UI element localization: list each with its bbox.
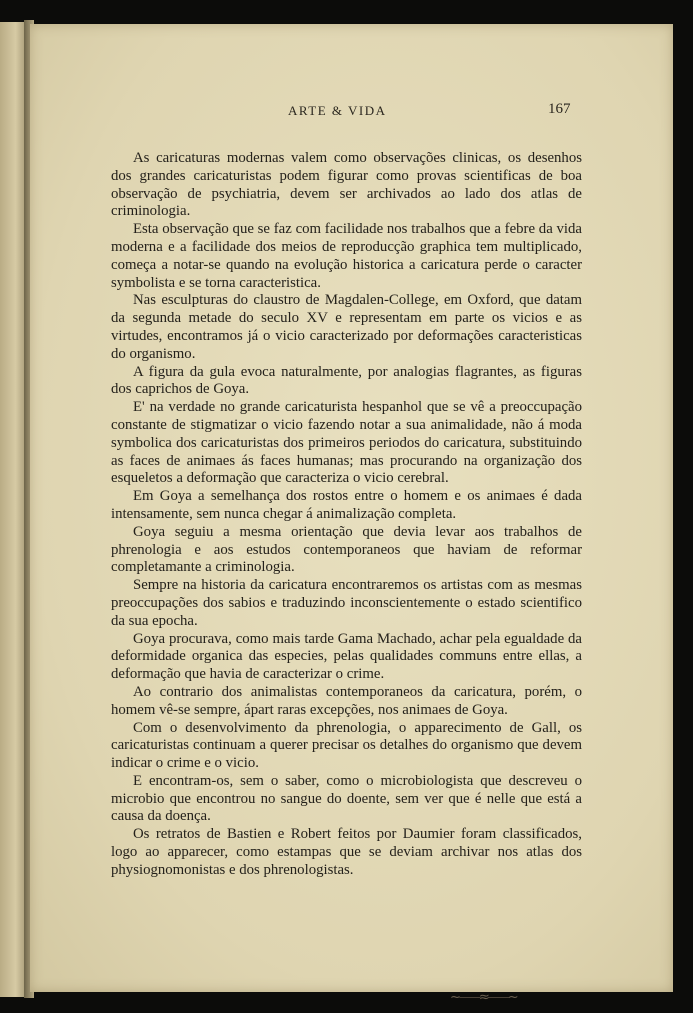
page-header bbox=[30, 103, 673, 123]
paragraph-7: Goya seguiu a mesma orientação que devia levar aos trabalhos de phrenologia e aos estudos contemporaneos que haviam de reformar completamante a criminologia. bbox=[111, 523, 582, 576]
body-text bbox=[111, 150, 582, 880]
paragraph-10: Ao contrario dos animalistas contemporaneos da caricatura, porém, o homem vê-se sempre, ápart raras excepções, nos animaes de Goya. bbox=[111, 683, 582, 718]
paragraph-4: A figura da gula evoca naturalmente, por analogias flagrantes, as figuras dos caprichos de Goya. bbox=[111, 363, 582, 398]
facing-page-edge bbox=[0, 22, 26, 997]
paragraph-6: Em Goya a semelhança dos rostos entre o homem e os animaes é dada intensamente, sem nunca chegar á animalização completa. bbox=[111, 488, 582, 522]
paragraph-9: Goya procurava, como mais tarde Gama Machado, achar pela egualdade da deformidade organica das especies, pelas qualidades communs entre ellas, a deformação que havia de caracterizar o crime. bbox=[111, 630, 582, 683]
flourish-ornament-icon: ~⸺≈⸺~ bbox=[450, 990, 517, 1005]
paragraph-11: Com o desenvolvimento da phrenologia, o apparecimento de Gall, os caricaturistas continuam a querer precisar os detalhes do organismo que devem indicar o crime e o vicio. bbox=[111, 719, 582, 772]
paragraph-8: Sempre na historia da caricatura encontraremos os artistas com as mesmas preoccupações dos sabios e traduzindo inconscientemente o estado scientifico da sua epocha. bbox=[111, 577, 582, 629]
paragraph-12: E encontram-os, sem o saber, como o microbiologista que descreveu o microbio que encontrou no sangue do doente, sem ver que é nelle que está a causa da doença. bbox=[111, 772, 582, 825]
book-page bbox=[30, 24, 673, 1005]
paragraph-3: Nas esculpturas do claustro de Magdalen-College, em Oxford, que datam da segunda metade do seculo XV e representam em parte os vicios e as virtudes, encontramos já o vicio caracterizado por deformações caracteristicas do organismo. bbox=[111, 292, 582, 362]
paragraph-2: Esta observação que se faz com facilidade nos trabalhos que a febre da vida moderna e a facilidade dos meios de reproducção graphica tem multiplicado, começa a notar-se quando na evolução historica a caricatura perde o caracter symbolista e se torna caracteristica. bbox=[111, 221, 582, 291]
paragraph-1: As caricaturas modernas valem como observações clinicas, os desenhos dos grandes caricaturistas podem figurar como provas scientificas de boa observação de psychiatria, devem ser archivados ao lado dos atlas de criminologia. bbox=[111, 150, 582, 220]
running-title: ARTE & VIDA bbox=[288, 103, 387, 118]
paragraph-13: Os retratos de Bastien e Robert feitos por Daumier foram classificados, logo ao apparecer, como estampas que se deviam archivar nos atlas dos physiognomonistas e dos phrenologistas. bbox=[111, 826, 582, 878]
page-number: 167 bbox=[548, 101, 571, 117]
paragraph-5: E' na verdade no grande caricaturista hespanhol que se vê a preoccupação constante de stigmatizar o vicio fazendo notar a sua animalidade, não á moda symbolica dos caricaturistas dos primeiros periodos do caricatura, substituindo as faces de animaes ás faces humanas; mas procurando na organização dos esqueletos a deformação que caracteriza o vicio cerebral. bbox=[111, 399, 582, 487]
